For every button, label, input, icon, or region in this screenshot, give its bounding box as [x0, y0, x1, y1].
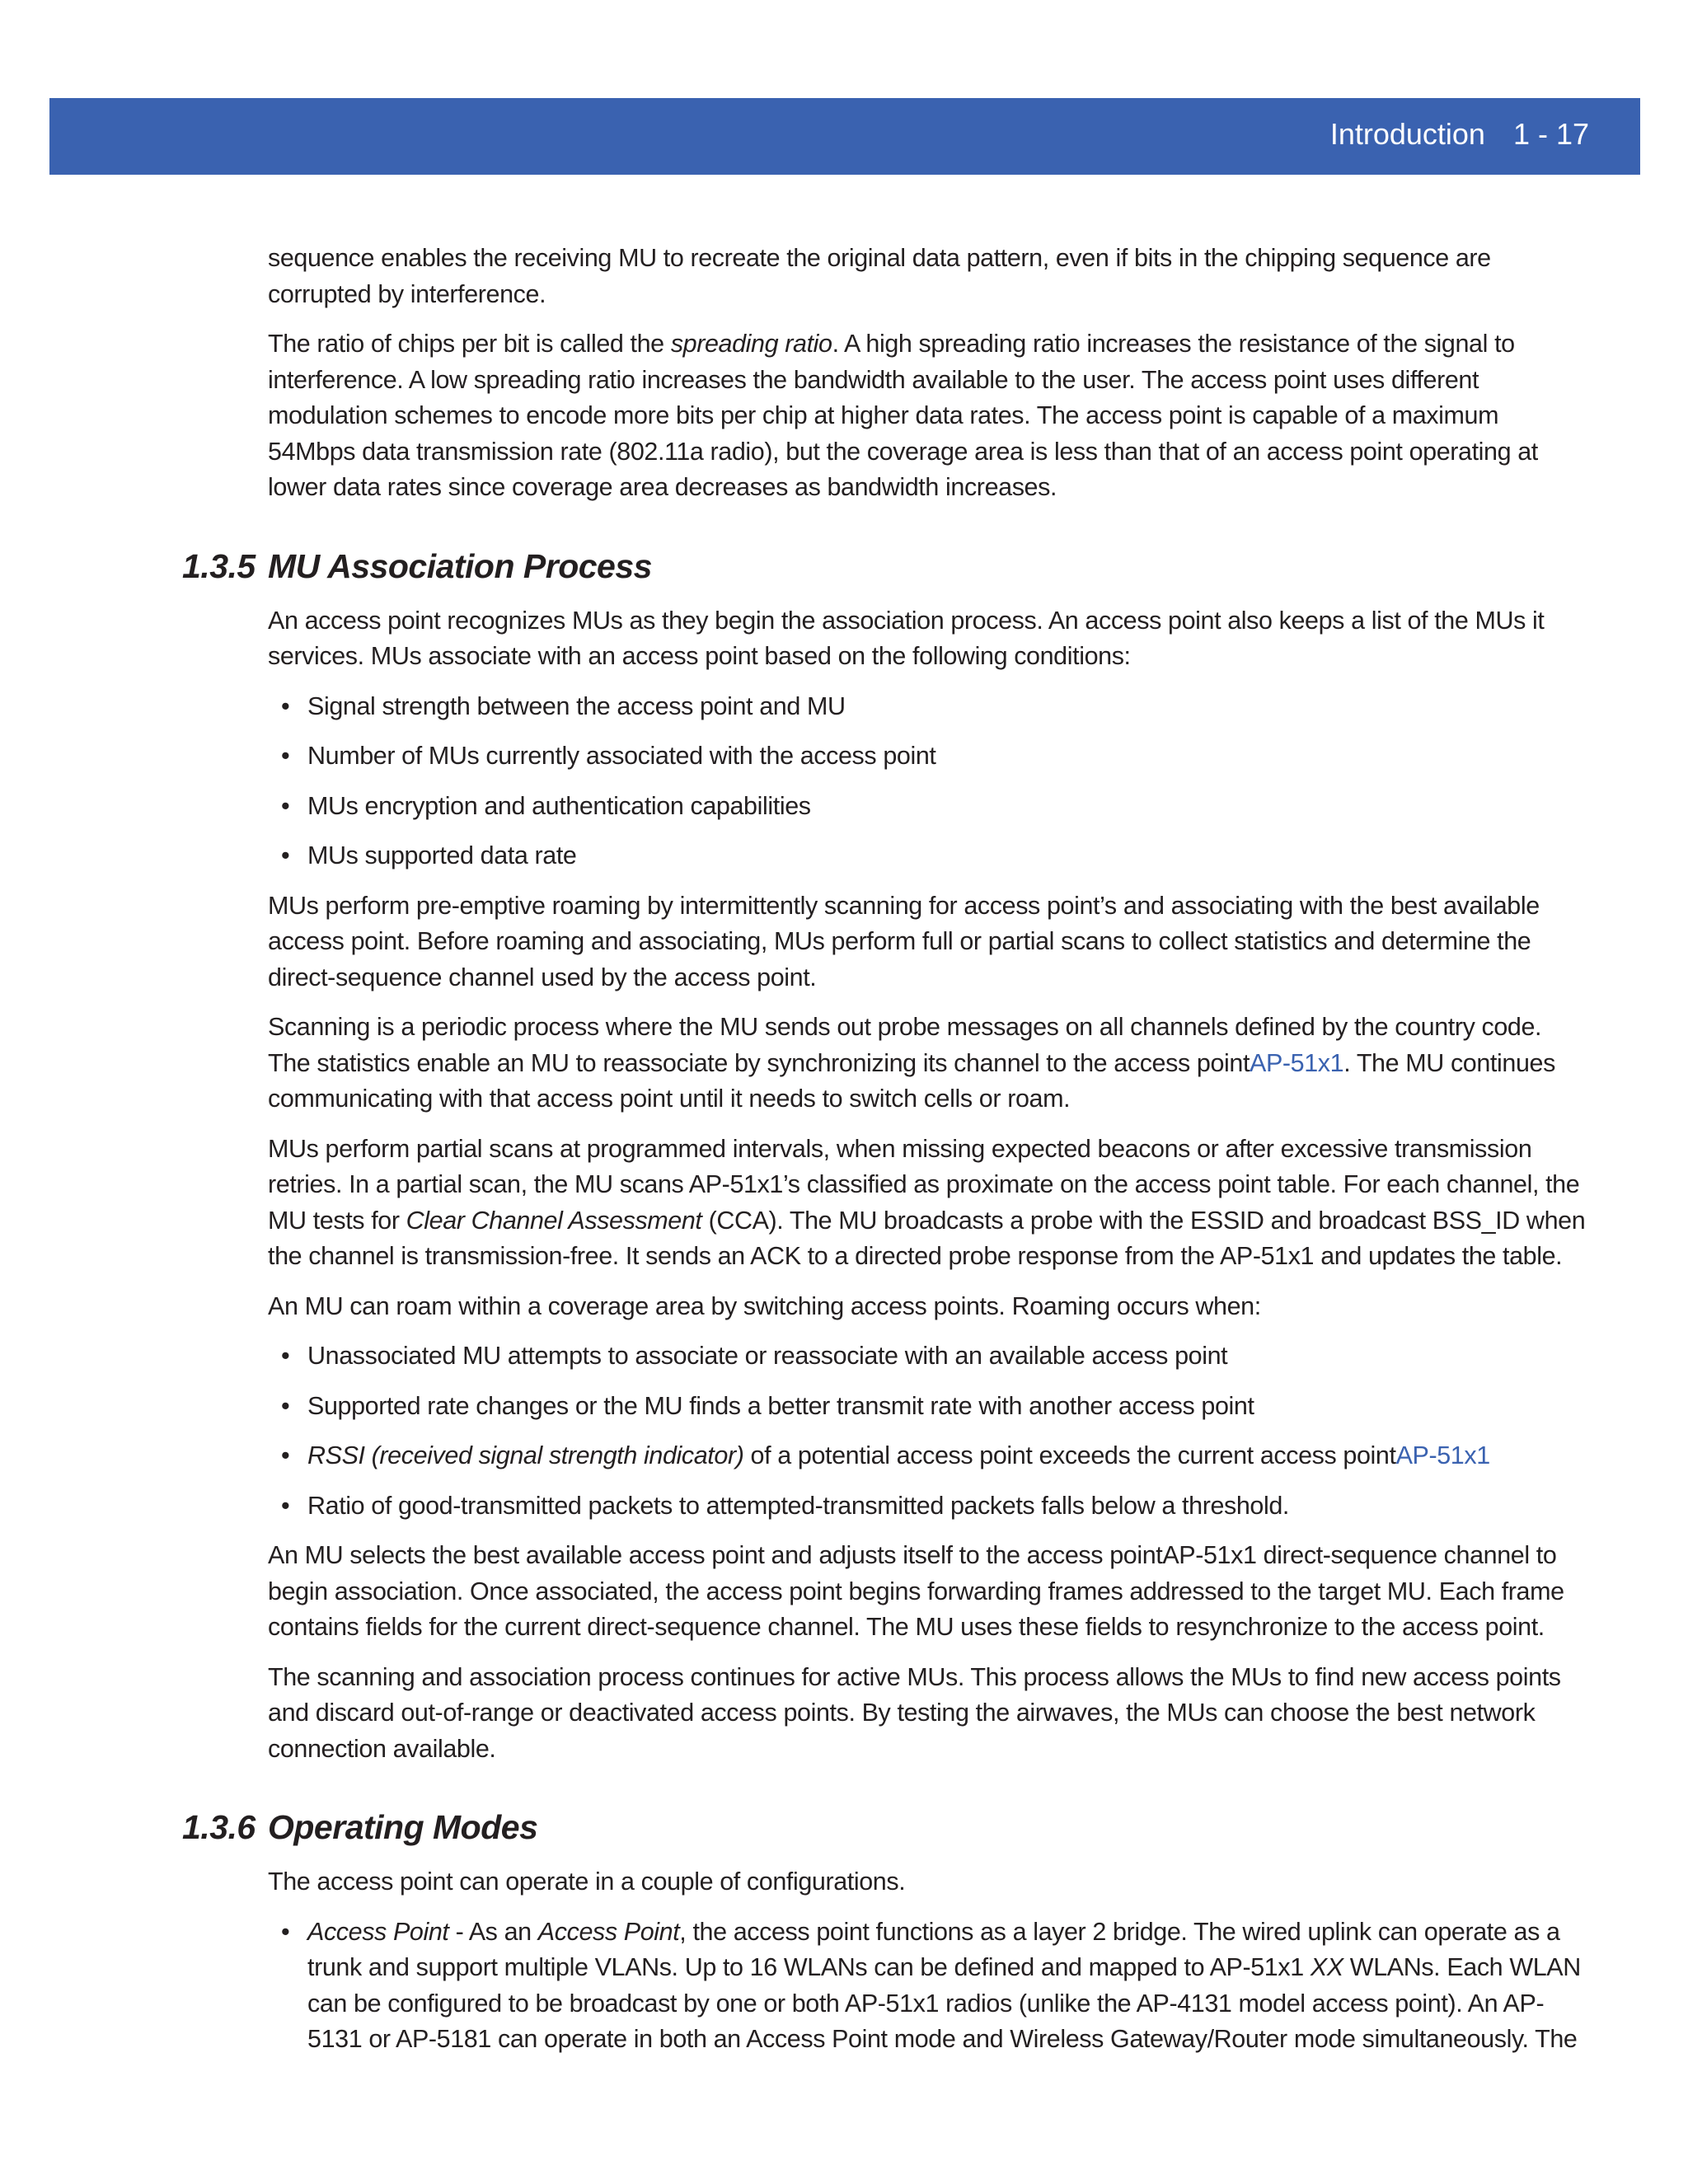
emphasis-term: Clear Channel Assessment: [406, 1206, 702, 1235]
list-item-text: Supported rate changes or the MU finds a better transmit rate with another access point: [307, 1391, 1254, 1420]
page-header-bar: [49, 98, 1640, 175]
bullet-icon: •: [281, 791, 290, 820]
bullet-icon: •: [281, 1441, 290, 1469]
text-run: MUs perform partial scans at programmed intervals, when missing expected beacons or after excessive transmission retries. In a partial scan, the MU scans AP-51x1’s classified as proximate on the access point table. For each channel, the MU tests for: [268, 1134, 1580, 1235]
paragraph-mu-selects: An MU selects the best available access point and adjusts itself to the access pointAP-51x1 direct-sequence channel to begin association. Once associated, the access point begins forwarding frames addressed to the target MU. Each frame contains fields for the current direct-sequence channel. The MU uses these fields to resynchronize to the access point.: [268, 1541, 1564, 1641]
emphasis-term: Access Point: [537, 1917, 680, 1946]
running-header: [1330, 116, 1589, 152]
list-item: [268, 789, 1587, 825]
bullet-icon: •: [281, 841, 290, 869]
header-page-number: 1 - 17: [1512, 117, 1589, 151]
text-run: , the access point functions as a layer 2 bridge. The wired uplink can operate as a trunk and support multiple VLANs. Up to 16 WLANs can be defined and mapped to AP-51x1: [307, 1917, 1560, 1981]
paragraph-continued: sequence enables the receiving MU to recreate the original data pattern, even if bits in the chipping sequence are corrupted by interference.: [268, 244, 1491, 308]
text-run: . A high spreading ratio increases the resistance of the signal to interference. A low spreading ratio increases the bandwidth available to the user. The access point uses different modulation schemes to encode more bits per chip at higher data rates. The access point is capable of a maximum 54Mbps data transmission rate (802.11a radio), but the coverage area is less than that of an access point operating at lower data rates since coverage area decreases as bandwidth increases.: [268, 330, 1538, 501]
text-run: . The MU continues communicating with that access point until it needs to switch cells or roam.: [268, 1048, 1555, 1113]
bullet-icon: •: [281, 1391, 290, 1420]
operating-modes-list: [268, 1915, 1587, 2058]
section-number: 1.3.5: [182, 546, 256, 585]
list-item-text: Number of MUs currently associated with the access point: [307, 742, 936, 770]
emphasis-term: spreading ratio: [670, 330, 832, 358]
bullet-icon: •: [281, 1491, 290, 1520]
section-heading-1-3-6: [182, 1807, 1587, 1848]
text-run: - As an: [448, 1917, 538, 1946]
paragraph-scanning: [268, 1010, 1587, 1118]
text-run: The ratio of chips per bit is called the: [268, 330, 671, 358]
bullet-icon: •: [281, 742, 290, 770]
text-run: Scanning is a periodic process where the MU sends out probe messages on all channels defined by the country code. The statistics enable an MU to reassociate by synchronizing its channel to the access point: [268, 1013, 1542, 1077]
list-item: [268, 1438, 1587, 1474]
paragraph-preemptive-roaming: MUs perform pre-emptive roaming by intermittently scanning for access point’s and associating with the best available access point. Before roaming and associating, MUs perform full or partial scans to collect statistics and determine the direct-sequence channel used by the access point.: [268, 891, 1540, 991]
cross-reference-link[interactable]: AP-51x1: [1395, 1441, 1490, 1469]
bullet-icon: •: [281, 1917, 290, 1946]
section-number: 1.3.6: [182, 1808, 256, 1846]
list-item-text: MUs encryption and authentication capabilities: [307, 791, 811, 820]
association-conditions-list: [268, 689, 1587, 874]
emphasis-term: RSSI (received signal strength indicator): [307, 1441, 744, 1469]
page-body: [182, 241, 1587, 2072]
bullet-icon: •: [281, 691, 290, 720]
cross-reference-link[interactable]: AP-51x1: [1250, 1048, 1344, 1077]
text-run: WLANs. Each WLAN can be configured to be broadcast by one or both AP-51x1 radios (unlike the AP-4131 model access point). An AP-5131 or AP-5181 can operate in both an Access Point mode and Wireless Gateway/Router mode simultaneously. The: [307, 1953, 1581, 2053]
list-item: [268, 738, 1587, 775]
list-item: [268, 1389, 1587, 1425]
emphasis-term: Access Point: [307, 1917, 449, 1946]
paragraph-partial-scans: [268, 1132, 1587, 1275]
list-item: [268, 838, 1587, 874]
list-item-text: MUs supported data rate: [307, 841, 577, 869]
section-title: Operating Modes: [268, 1808, 538, 1846]
paragraph-scanning-continues: The scanning and association process continues for active MUs. This process allows the MUs to find new access points and discard out-of-range or deactivated access points. By testing the airwaves, the MUs can choose the best network connection available.: [268, 1662, 1561, 1763]
list-item: [268, 689, 1587, 725]
list-item-text: Signal strength between the access point and MU: [307, 691, 846, 720]
paragraph-operating-intro: The access point can operate in a couple of configurations.: [268, 1868, 906, 1896]
text-run: (CCA). The MU broadcasts a probe with the ESSID and broadcast BSS_ID when the channel is transmission-free. It sends an ACK to a directed probe response from the AP-51x1 and updates the table.: [268, 1206, 1586, 1270]
roaming-conditions-list: [268, 1338, 1587, 1524]
paragraph-association-intro: An access point recognizes MUs as they begin the association process. An access point also keeps a list of the MUs it services. MUs associate with an access point based on the following conditions:: [268, 606, 1545, 670]
section-heading-1-3-5: [182, 546, 1587, 587]
emphasis-term: XX: [1310, 1953, 1343, 1981]
paragraph-roam-when: An MU can roam within a coverage area by switching access points. Roaming occurs when:: [268, 1291, 1261, 1320]
list-item: [268, 1915, 1587, 2058]
header-section-title: Introduction: [1329, 117, 1485, 151]
list-item: [268, 1338, 1587, 1375]
section-title: MU Association Process: [268, 546, 652, 585]
list-item: [268, 1488, 1587, 1525]
text-run: of a potential access point exceeds the current access point: [743, 1441, 1396, 1469]
list-item-text: Unassociated MU attempts to associate or reassociate with an available access point: [307, 1342, 1228, 1370]
bullet-icon: •: [281, 1342, 290, 1370]
paragraph-spreading-ratio: [268, 326, 1587, 506]
list-item-text: Ratio of good-transmitted packets to attempted-transmitted packets falls below a threshold.: [307, 1491, 1290, 1520]
